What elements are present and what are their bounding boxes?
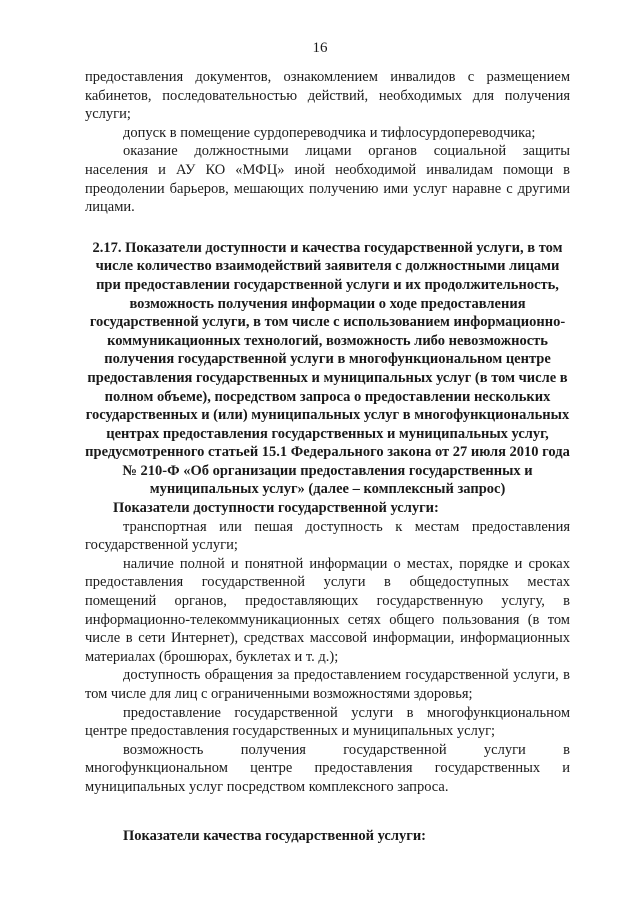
list-item: возможность получения государственной услуги в многофункциональном центре предоставления государственных и муниципальных услуг посредством комплексного запроса. xyxy=(85,741,570,795)
intro-paragraph: допуск в помещение сурдопереводчика и тифлосурдопереводчика; xyxy=(123,124,536,141)
list-item: предоставление государственной услуги в многофункциональном центре предоставления государственных и муниципальных услуг; xyxy=(85,704,570,740)
list-item: доступность обращения за предоставлением государственной услуги, в том числе для лиц с ограниченными возможностями здоровья; xyxy=(85,667,570,702)
section-heading: 2.17. Показатели доступности и качества государственной услуги, в том числе количество взаимодействий заявителя с должностными лицами при предоставлении государственной услуги и их продолжительность, возможность получения информации о ходе предоставления государственной услуги, в том числе с использованием информационно-коммуникационных технологий, возможность либо невозможность получения государственной услуги в многофункциональном центре предоставления государственных и муниципальных услуг (в том числе в полном объеме), посредством запроса о предоставлении нескольких государственных и (или) муниципальных услуг в многофункциональных центрах предоставления государственных и муниципальных услуг, предусмотренного статьей 15.1 Федерального закона от 27 июля 2010 года № 210-Ф «Об организации предоставления государственных и муниципальных услуг» (далее – комплексный запрос) xyxy=(85,239,570,498)
page-number: 16 xyxy=(312,40,328,56)
accessibility-heading: Показатели доступности государственной услуги: xyxy=(113,500,439,517)
list-item: наличие полной и понятной информации о местах, порядке и сроках предоставления государственной услуги в общедоступных местах помещений органов, предоставляющих государственную услугу, в информационно-телекоммуникационных сетях общего пользования (в том числе в сети Интернет), средствах массовой информации, информационных материалах (брошюрах, буклетах и т. д.); xyxy=(85,555,570,665)
intro-paragraph: оказание должностными лицами органов социальной защиты населения и АУ КО «МФЦ» иной необходимой инвалидам помощи в преодолении барьеров, мешающих получению ими услуг наравне с другими лицами. xyxy=(85,143,570,216)
quality-heading: Показатели качества государственной услуги: xyxy=(123,827,427,844)
list-item: транспортная или пешая доступность к местам предоставления государственной услуги; xyxy=(85,518,570,554)
intro-paragraph: предоставления документов, ознакомлением инвалидов с размещением кабинетов, последовательностью действий, необходимых для получения услуги; xyxy=(85,69,570,123)
page-content xyxy=(85,68,570,845)
